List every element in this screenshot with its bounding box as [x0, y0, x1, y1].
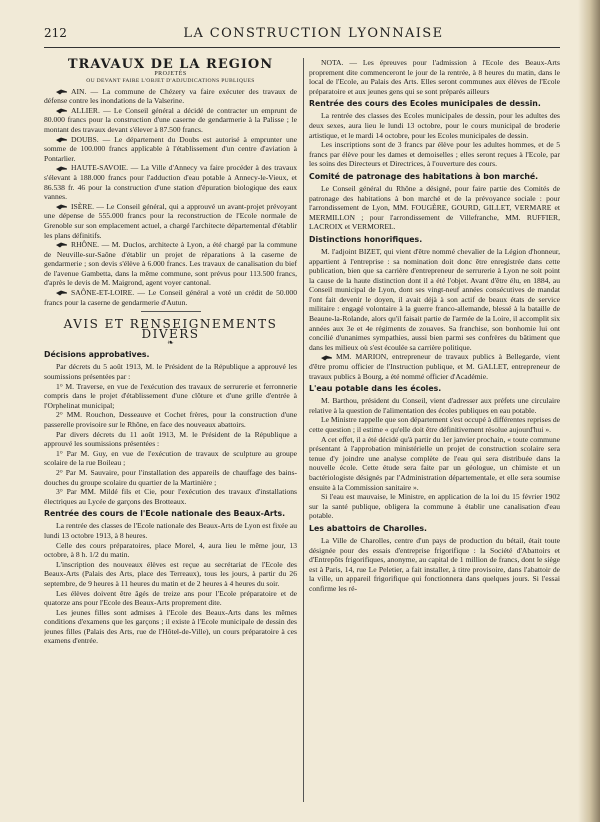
paragraph: Par divers décrets du 11 août 1913, M. le Président de la République a approuvé les soumissions présentées :: [44, 429, 297, 449]
paragraph: La rentrée des classes de l'Ecole nationale des Beaux-Arts de Lyon est fixée au lundi 13 octobre 1913, à 8 heures.: [44, 521, 297, 540]
paragraph: Le Conseil général du Rhône a désigné, pour faire partie des Comités de patronage des habitations à bon marché et de la prévoyance sociale : pour l'arrondissement de Lyon, MM. FOUGÈRE, GOURD, GILLET, VERMARE et MERMILLON ; pour l'arrondissement de Villefranche, MM. RUFFIER, LACROIX et VERMOREL.: [309, 183, 560, 232]
paragraph-rhone: RHÔNE. — M. Duclos, architecte à Lyon, a été chargé par la commune de Neuville-sur-Saône d'établir un projet de réparations à la caserne de gendarmerie ; son devis s'élève à 6.000 francs. Les travaux de canalisation du bief de l'avenue Gambetta, dans la même commune, sont prévus pour 113.500 francs, d'après le devis de M. Maigrond, agent voyer cantonal.: [44, 240, 297, 288]
page-header: [44, 26, 560, 42]
pointing-hand-icon: [321, 355, 333, 361]
page-number: 212: [44, 26, 67, 40]
paragraph: Par décrets du 5 août 1913, M. le Président de la République a approuvé les soumissions présentées par :: [44, 362, 297, 382]
travaux-subtitle: PROJETÉS: [154, 70, 187, 77]
pointing-hand-icon: [56, 204, 68, 210]
pointing-hand-icon: [56, 166, 68, 172]
heading-decisions: Décisions approbatives.: [44, 350, 150, 360]
travaux-subtitle-2: OU DEVANT FAIRE L'OBJET D'ADJUDICATIONS PUBLIQUES: [86, 77, 255, 84]
heading-distinctions: Distinctions honorifiques.: [309, 234, 423, 244]
paragraph: Si l'eau est mauvaise, le Ministre, en application de la loi du 15 février 1902 sur la santé publique, obligera la commune à établir une canalisation d'eau potable.: [309, 492, 560, 521]
paragraph: Les inscriptions sont de 3 francs par élève pour les adultes hommes, et de 5 francs par élève pour les dames et demoiselles ; elles seront reçues à l'Ecole, par les soins des Directeurs et Directrices, à l'ouverture des cours.: [309, 140, 560, 169]
fleuron-ornament-icon: ❧: [167, 338, 174, 348]
page-binding-shadow: [578, 0, 600, 822]
right-column: [309, 58, 560, 808]
journal-title: LA CONSTRUCTION LYONNAISE: [183, 26, 444, 41]
paragraph: Les élèves doivent être âgés de treize ans pour l'Ecole préparatoire et de quatorze ans pour l'Ecole des Beaux-Arts proprement dite.: [44, 588, 297, 608]
pointing-hand-icon: [56, 137, 68, 143]
paragraph-isere: ISÈRE. — Le Conseil général, qui a approuvé un avant-projet prévoyant une dépense de 555.000 francs pour la reconstruction de l'Ecole normale de Grenoble sur son emplacement actuel, a chargé l'architecte départemental d'établir les plans définitifs.: [44, 201, 297, 240]
paragraph: 1° M. Traverse, en vue de l'exécution des travaux de serrurerie et ferronnerie compris dans le projet d'établissement d'une clôture et d'une grille d'entrée à l'Orphelinat municipal;: [44, 381, 297, 410]
paragraph-haute-savoie: HAUTE-SAVOIE. — La Ville d'Annecy va faire procéder à des travaux s'élevant à 188.000 francs pour l'adduction d'eau potable à Annecy-le-Vieux, et 86.538 fr. 46 pour la construction d'une station d'épuration biologique des eaux vannes.: [44, 163, 297, 202]
paragraph: La Ville de Charolles, centre d'un pays de production du bétail, était toute désignée pour des essais d'entreprise frigorifique : la Société d'Abattoirs et d'Entrepôts frigorifiques, anonyme, au capital de 1 million de francs, dont le siège est à Paris, 14, rue Le Peletier, a fait installer, à titre provisoire, dans l'abattoir de la ville, un appareil frigorifique qui fonctionnera dans quelques jours. Si l'essai confirme les ré-: [309, 535, 560, 593]
paragraph: A cet effet, il a été décidé qu'à partir du 1er janvier prochain, « toute commune présentant à l'approbation ministérielle un projet de construction scolaire sera tenue d'y joindre une analyse complète de l'eau qui sera distribuée dans la nouvelle école. Cette étude sera faite par un géologue, un chimiste et un bactériologiste désignés par l'Administration départementale, et elle sera soumise ensuite à la Commission sanitaire ».: [309, 434, 560, 492]
paragraph-nota: NOTA. — Les épreuves pour l'admission à l'Ecole des Beaux-Arts proprement dite commenceront le jour de la rentrée, à 8 heures du matin, dans le local de l'Ecole, au Palais des Arts. Elles seront communes aux élèves de l'Ecole préparatoire et aux jeunes gens qui se sont préparés ailleurs: [309, 58, 560, 96]
heading-abattoirs: Les abattoirs de Charolles.: [309, 523, 427, 533]
paragraph: 1° Par M. Guy, en vue de l'exécution de travaux de sculpture au groupe scolaire de la rue Boileau ;: [44, 448, 297, 468]
header-rule: [44, 47, 560, 48]
avis-title: AVIS ET RENSEIGNEMENTS DIVERS: [63, 317, 278, 341]
section-separator: [141, 311, 201, 312]
heading-rentree-beaux-arts: Rentrée des cours de l'Ecole nationale des Beaux-Arts.: [44, 509, 286, 519]
paragraph: La rentrée des classes des Ecoles municipales de dessin, pour les adultes des deux sexes, aura lieu le lundi 13 octobre, pour le cours municipal de broderie artistique, et le mardi 14 octobre, pour les Ecoles municipales de dessin.: [309, 111, 560, 140]
paragraph: Les jeunes filles sont admises à l'Ecole des Beaux-Arts dans les mêmes conditions d'examens que les garçons ; il existe à l'Ecole municipale de dessin des jeunes filles (Palais des Arts, rue de l'Hôtel-de-Ville), un cours préparatoire à ces examens d'entrée.: [44, 607, 297, 646]
paragraph: M. l'adjoint BIZET, qui vient d'être nommé chevalier de la Légion d'honneur, appartient à l'entreprise : sa nomination doit donc être enregistrée dans cette publication, bien que sa carrière d'entrepreneur de serrurerie à Lyon ne soit point la cause de la haute distinction dont il a été l'objet. Avant d'être élu, en 1884, au Conseil municipal de Lyon, dont ses vingt-neuf années consécutives de mandat l'ont fait devenir le doyen, il avait déjà à son actif de beaux états de service militaire : engagé volontaire à la guerre franco-allemande, blessé à la bataille de Beaune-la-Rolande, alors qu'il faisait partie de l'armée de la Loire, il accomplit six années aux 3e et 4e régiments de zouaves. Sa franchise, son bonhomie lui ont concilié d'unanimes sympathies, aussi bien parmi ses confrères du bâtiment que dans les milieux où s'est écoulée sa carrière politique.: [309, 246, 560, 352]
pointing-hand-icon: [56, 108, 68, 114]
paragraph: Celle des cours préparatoires, place Morel, 4, aura lieu le même jour, 13 octobre, à 8 h. 1/2 du matin.: [44, 540, 297, 560]
left-column: [44, 58, 297, 808]
paragraph: L'inscription des nouveaux élèves est reçue au secrétariat de l'Ecole des Beaux-Arts (Palais des Arts, place des Terreaux), tous les jours, à partir du 26 septembre, de 9 heures à 11 heures du matin et de 2 heures à 4 heures du soir.: [44, 559, 297, 588]
paragraph-ain: AIN. — La commune de Chézery va faire exécuter des travaux de défense contre les inondations de la Valserine.: [44, 86, 297, 106]
paragraph-saone-et-loire: SAÔNE-ET-LOIRE. — Le Conseil général a voté un crédit de 50.000 francs pour la caserne de gendarmerie d'Autun.: [44, 288, 297, 307]
pointing-hand-icon: [56, 89, 68, 95]
heading-eau-potable: L'eau potable dans les écoles.: [309, 384, 442, 394]
paragraph: M. Barthou, président du Conseil, vient d'adresser aux préfets une circulaire relative à la question de l'alimentation des écoles publiques en eau potable.: [309, 396, 560, 415]
pointing-hand-icon: [56, 290, 68, 296]
paragraph-allier: ALLIER. — Le Conseil général a décidé de contracter un emprunt de 80.000 francs pour la construction d'une caserne de gendarmerie à la Palisse ; le montant des travaux devant s'élever à 87.500 francs.: [44, 105, 297, 134]
heading-rentree-municipales: Rentrée des cours des Ecoles municipales de dessin.: [309, 99, 541, 109]
heading-comite-patronage: Comité de patronage des habitations à bon marché.: [309, 171, 539, 181]
column-divider: [303, 58, 304, 802]
paragraph: Le Ministre rappelle que son département s'est occupé à différentes reprises de cette question ; il estime « qu'elle doit être définitivement résolue aujourd'hui ».: [309, 415, 560, 434]
paragraph-doubs: DOUBS. — Le département du Doubs est autorisé à emprunter une somme de 100.000 francs applicable à l'établissement d'un centre d'aviation à Pontarlier.: [44, 134, 297, 163]
pointing-hand-icon: [56, 242, 68, 248]
paragraph-marion: MM. MARION, entrepreneur de travaux publics à Bellegarde, vient d'être promu officier de l'Instruction publique, et M. GALLET, entrepreneur de travaux publics à Bourg, a été nommé officier d'Académie.: [309, 352, 560, 381]
paragraph: 2° Par M. Sauvaire, pour l'installation des appareils de chauffage des bains-douches du groupe scolaire du quartier de la Martinière ;: [44, 467, 297, 487]
travaux-title: TRAVAUX DE LA RÉGION: [67, 58, 274, 72]
paragraph: 2° MM. Rouchon, Desseauve et Cochet frères, pour la construction d'une passerelle provisoire sur le Rhône, en face des nouveaux abattoirs.: [44, 410, 297, 429]
paragraph: 3° Par MM. Mildé fils et Cie, pour l'exécution des travaux d'installations électriques au Lycée de garçons des Brotteaux.: [44, 487, 297, 506]
